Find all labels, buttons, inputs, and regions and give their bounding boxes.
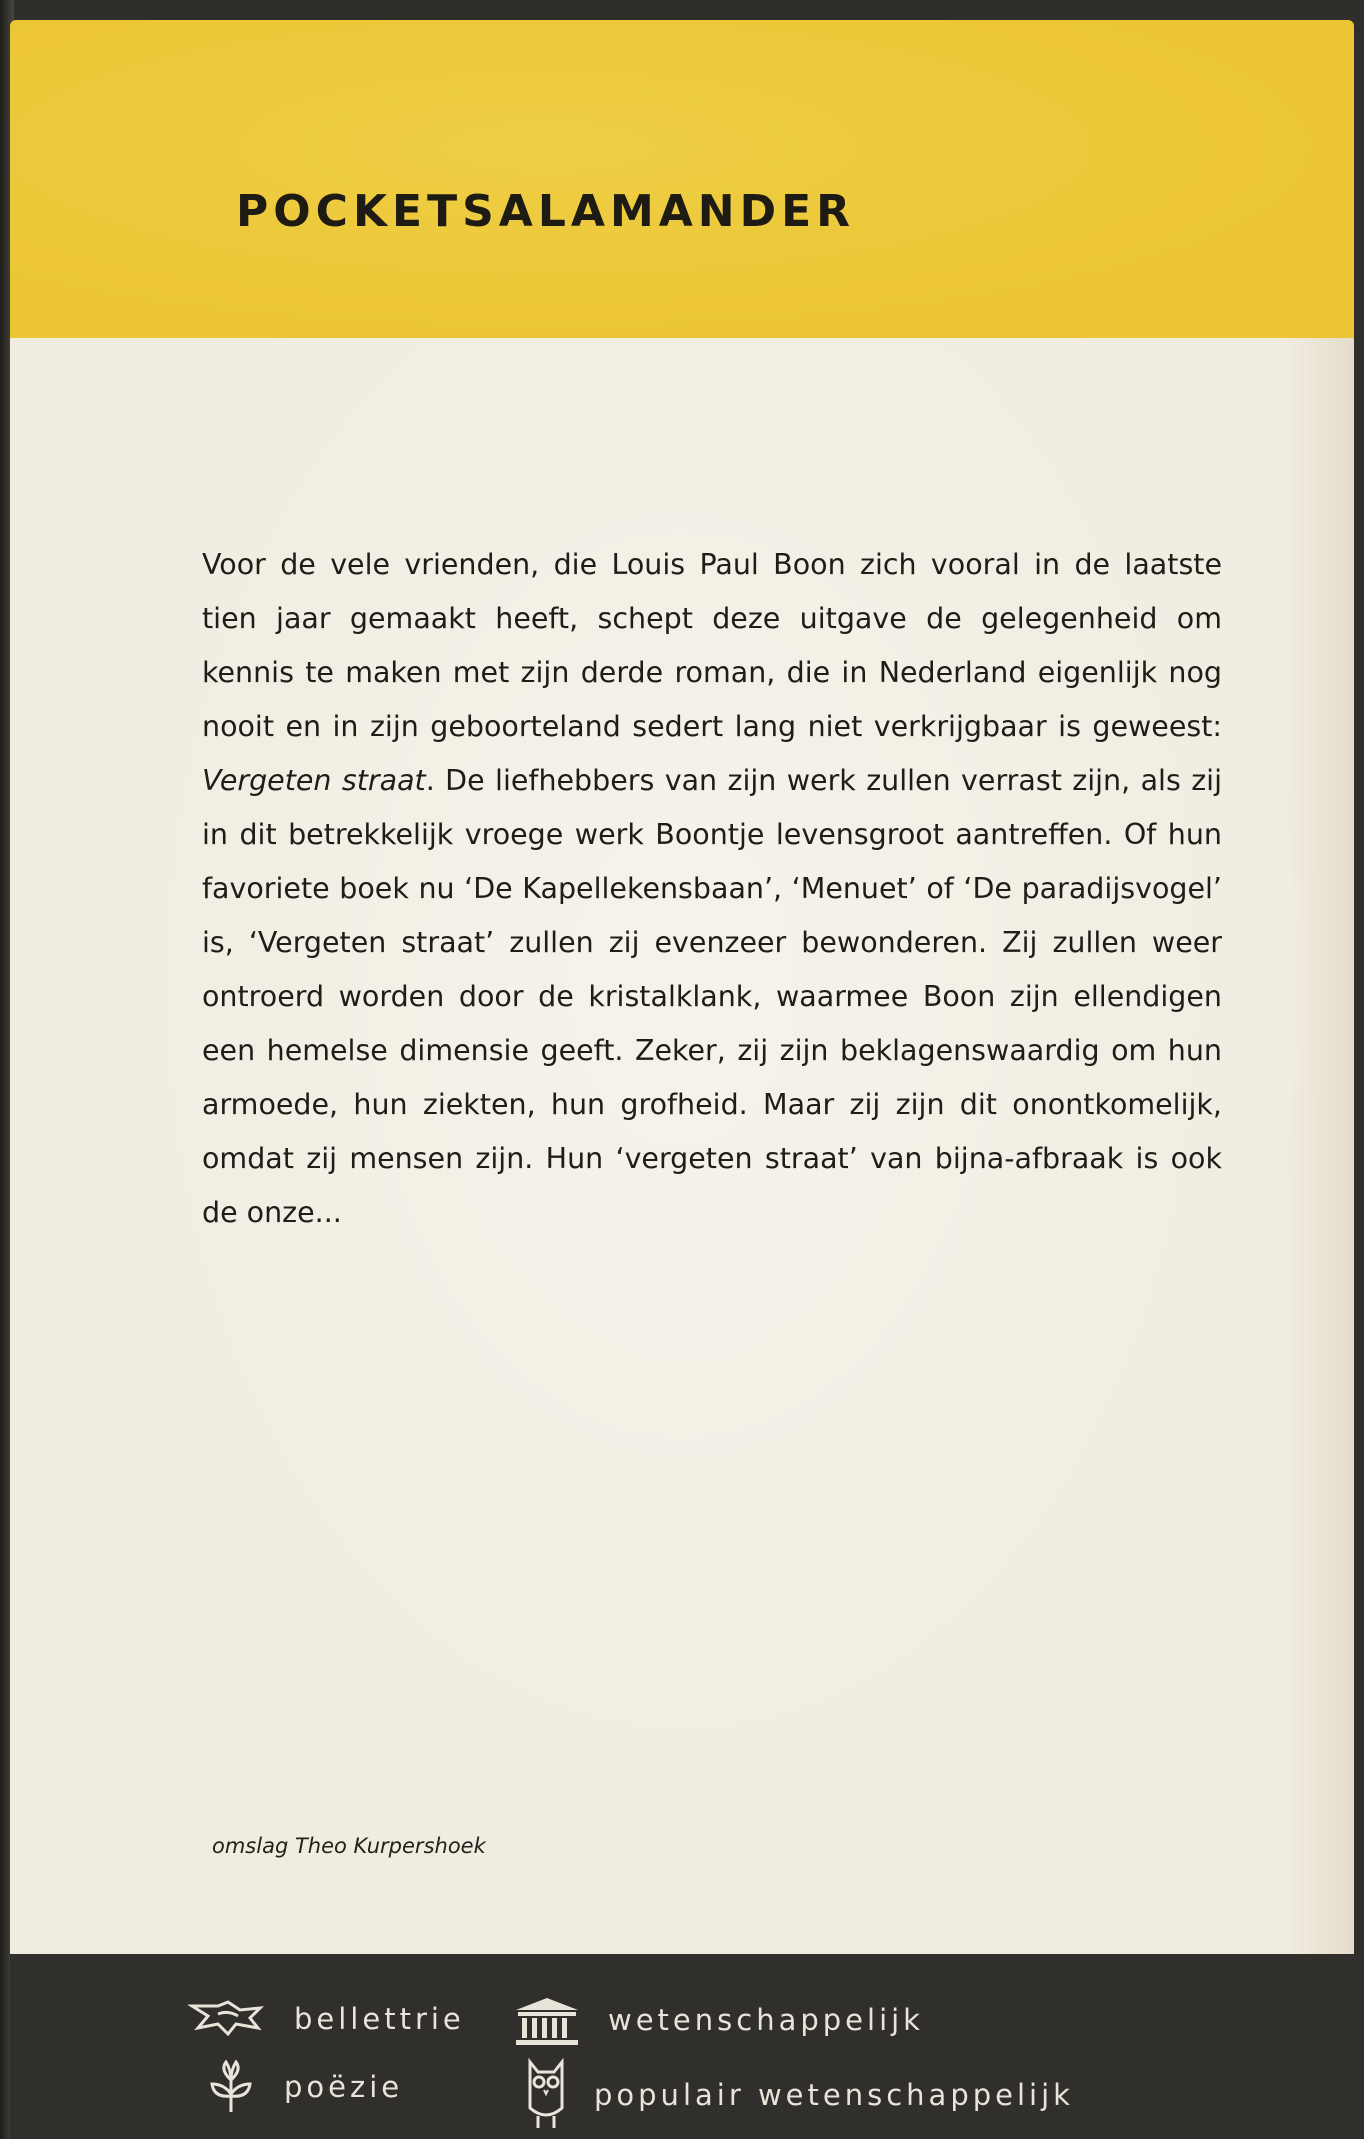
book-title-italic: Vergeten straat	[202, 764, 426, 797]
category-label: wetenschappelijk	[608, 2003, 924, 2037]
category-label: poëzie	[284, 2070, 404, 2104]
blurb-part-2: . De liefhebbers van zijn werk zullen verrast zijn, als zij in dit betrekkelijk vroege werk Boontje levensgroot aantreffen. Of hun favoriete boek nu ‘De Kapellekensbaan’, ‘Menuet’ of ‘De paradijsvogel’ is, ‘Vergeten straat’ zullen zij evenzeer bewonderen. Zij zullen weer ontroerd worden door de kristalklank, waarmee Boon zijn ellendigen een hemelse dimensie geeft. Zeker, zij zijn beklagenswaardig om hun armoede, hun ziekten, hun grofheid. Maar zij zijn dit onontkomelijk, omdat zij mensen zijn. Hun ‘vergeten straat’ van bijna-afbraak is ook de onze...	[202, 764, 1222, 1229]
owl-icon	[524, 2058, 568, 2132]
category-label: populair wetenschappelijk	[594, 2078, 1074, 2112]
category-label: bellettrie	[294, 2002, 465, 2036]
category-wetenschappelijk	[512, 1994, 924, 2046]
blurb-part-1: Voor de vele vrienden, die Louis Paul Boon zich vooral in de laatste tien jaar gemaakt heeft, schept deze uitgave de gelegenheid om kennis te maken met zijn derde roman, die in Nederland eigenlijk nog nooit en in zijn geboorteland sedert lang niet verkrijgbaar is geweest:	[202, 548, 1222, 743]
category-bellettrie	[188, 1998, 465, 2040]
category-poezie	[204, 2060, 403, 2114]
cover-credit: omslag Theo Kurpershoek	[212, 1834, 486, 1858]
yellow-title-band	[10, 20, 1354, 338]
temple-icon	[512, 1994, 582, 2046]
series-title: POCKETSALAMANDER	[236, 186, 856, 237]
blurb-text	[202, 538, 1222, 1240]
bird-icon	[188, 1998, 268, 2040]
flower-icon	[204, 2060, 258, 2114]
category-populair-wetenschappelijk	[524, 2058, 1074, 2132]
